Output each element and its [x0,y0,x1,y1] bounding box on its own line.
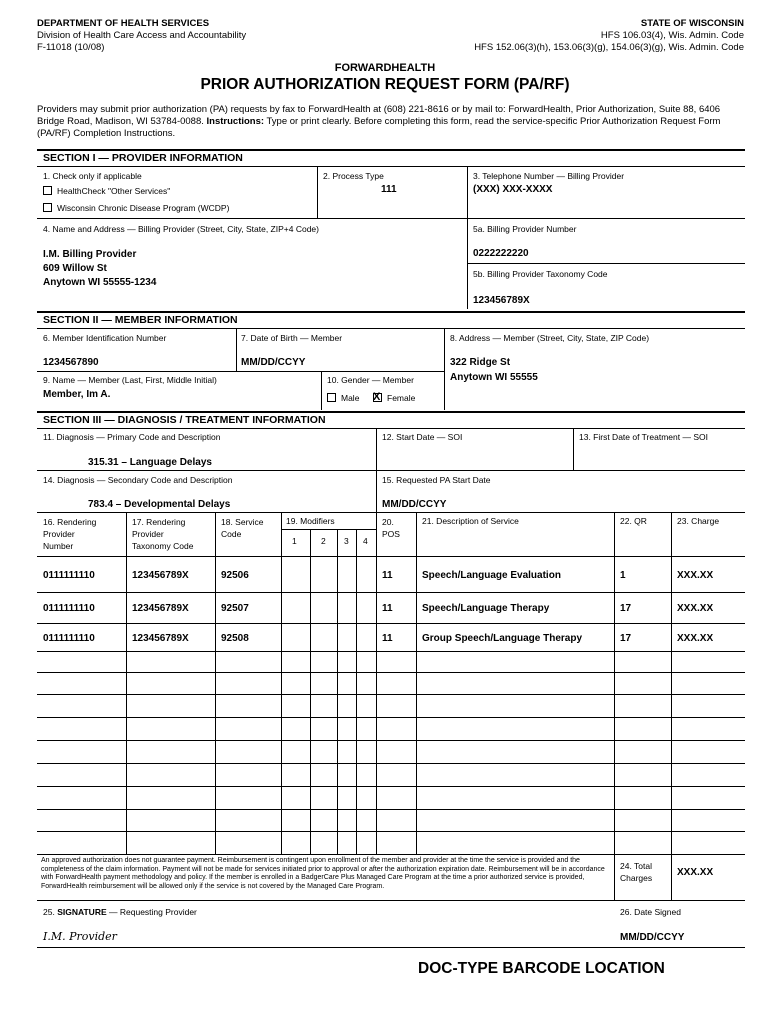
charge-value[interactable]: XXX.XX [677,603,714,614]
program-name: FORWARDHEALTH [334,62,436,74]
col-modifiers-header: 19. Modifiers [286,516,335,526]
total-charges-label [620,860,652,884]
section3-heading: SECTION III — DIAGNOSIS / TREATMENT INFORMATION [43,414,326,426]
date-signed-value[interactable]: MM/DD/CCYY [620,932,685,943]
signature-number: 25. [43,907,55,917]
service-code[interactable]: 92506 [221,570,249,581]
col-description-header: 21. Description of Service [422,516,519,526]
primary-diagnosis-value[interactable]: 315.31 – Language Delays [88,457,212,468]
modifier-2-label: 2 [321,536,326,546]
modifier-3-label: 3 [344,536,349,546]
service-description[interactable]: Speech/Language Therapy [422,603,550,614]
female-checkbox[interactable] [373,393,382,402]
instructions-label: Instructions: [206,116,265,127]
secondary-diagnosis-value[interactable]: 783.4 – Developmental Delays [88,499,231,510]
rendering-provider-number[interactable]: 0111111110 [43,570,95,581]
service-description[interactable]: Speech/Language Evaluation [422,570,561,581]
requested-start-label: 15. Requested PA Start Date [382,475,491,485]
process-type-value[interactable]: 111 [381,184,397,195]
qr-value[interactable]: 1 [620,570,626,581]
total-charges-value[interactable]: XXX.XX [677,867,714,878]
col17-line3: Taxonomy Code [132,541,194,551]
member-address-line1[interactable]: 322 Ridge St [450,357,511,368]
female-label: Female [387,393,416,403]
qr-value[interactable]: 17 [620,633,632,644]
col-qr-header: 22. QR [620,516,647,526]
rendering-provider-number[interactable]: 0111111110 [43,603,95,614]
intro-text [37,104,745,140]
member-name-label: 9. Name — Member (Last, First, Middle Initial) [43,375,217,385]
qr-value[interactable]: 17 [620,603,632,614]
billing-number-label: 5a. Billing Provider Number [473,224,577,234]
service-row-1[interactable] [37,570,745,584]
primary-diagnosis-label: 11. Diagnosis — Primary Code and Description [43,432,221,442]
col16-line1: 16. Rendering [43,517,97,527]
provider-signature[interactable]: I.M. Provider [43,930,117,943]
healthcheck-label: HealthCheck "Other Services" [57,186,171,196]
healthcheck-option[interactable] [43,186,170,196]
col17-line2: Provider [132,529,164,539]
member-address-label: 8. Address — Member (Street, City, State, ZIP Code) [450,333,650,343]
phone-label: 3. Telephone Number — Billing Provider [473,171,625,181]
taxonomy-label: 5b. Billing Provider Taxonomy Code [473,269,608,279]
intro-main: Providers may submit prior authorization (PA) requests by fax to ForwardHealth at (608) 221-8616 or by mail to: ForwardHealth, Prior Authorization, Suite 88, 6406 Bridge Road, Madison, WI 53784-0088. [37,104,721,127]
instructions-text: Type or print clearly. Before completing this form, read the service-specific Prior Authorization Request Form (PA/RF) Completion Instructions. [37,116,721,139]
form-id: F-11018 (10/08) [37,42,105,53]
col-charge-header: 23. Charge [677,516,720,526]
col-taxonomy-header [132,516,193,552]
dob-label: 7. Date of Birth — Member [241,333,343,343]
process-type-label: 2. Process Type [323,171,384,181]
male-checkbox[interactable] [327,393,336,402]
male-label: Male [341,393,360,403]
healthcheck-checkbox[interactable] [43,186,52,195]
charge-value[interactable]: XXX.XX [677,570,714,581]
charge-value[interactable]: XXX.XX [677,633,714,644]
service-description[interactable]: Group Speech/Language Therapy [422,633,583,644]
requested-start-value[interactable]: MM/DD/CCYY [382,499,447,510]
modifier-4-label: 4 [363,536,368,546]
billing-address-line1[interactable]: I.M. Billing Provider [43,249,137,260]
wcdp-option[interactable] [43,203,229,213]
taxonomy-value[interactable]: 123456789X [473,295,530,306]
modifier-1-label: 1 [292,536,297,546]
total-label-line2: Charges [620,873,653,883]
rendering-taxonomy-code[interactable]: 123456789X [132,603,189,614]
signature-rest: — Requesting Provider [109,907,197,917]
pos-code[interactable]: 11 [382,603,393,614]
billing-address-line3[interactable]: Anytown WI 55555-1234 [43,277,157,288]
admin-code-2: HFS 152.06(3)(h), 153.06(3)(g), 154.06(3)(g), Wis. Admin. Code [474,42,744,53]
billing-address-label: 4. Name and Address — Billing Provider (Street, City, State, ZIP+4 Code) [43,224,319,234]
payment-disclaimer: An approved authorization does not guarantee payment. Reimbursement is contingent upon enrollment of the member and provider at the time the service is provided and the completeness of the claim information. Payment will not be made for services initiated prior to approval or after the authorization expiration date. Reimbursement will be in accordance with ForwardHealth payment methodology and policy. If the member is enrolled in a BadgerCare Plus Managed Care Program at the time a prior authorized service is provided, ForwardHealth reimbursement will be allowed only if the service is not covered by the Managed Care Program. [41,857,605,890]
col-pos-header [382,516,400,540]
gender-label: 10. Gender — Member [327,375,414,385]
signature-label [43,907,197,917]
wcdp-label: Wisconsin Chronic Disease Program (WCDP) [57,203,230,213]
col16-line2: Provider [43,529,75,539]
phone-value[interactable]: (XXX) XXX-XXXX [473,184,553,195]
member-name-value[interactable]: Member, Im A. [43,389,111,400]
member-id-label: 6. Member Identification Number [43,333,167,343]
service-code[interactable]: 92508 [221,633,249,644]
form-title: PRIOR AUTHORIZATION REQUEST FORM (PA/RF) [200,76,570,93]
col18-line2: Code [221,529,242,539]
division-name: Division of Health Care Access and Accountability [37,30,247,41]
secondary-diagnosis-label: 14. Diagnosis — Secondary Code and Description [43,475,233,485]
pos-code[interactable]: 11 [382,570,393,581]
col20-line2: POS [382,529,400,539]
section2-heading: SECTION II — MEMBER INFORMATION [43,314,238,326]
admin-code-1: HFS 106.03(4), Wis. Admin. Code [600,30,744,41]
section1-heading: SECTION I — PROVIDER INFORMATION [43,152,243,164]
col20-line1: 20. [382,517,394,527]
col-service-code-header [221,516,264,540]
col18-line1: 18. Service [221,517,264,527]
col-rendering-provider-header [43,516,96,552]
service-row-2[interactable] [37,603,745,617]
date-signed-label: 26. Date Signed [620,907,681,917]
state-name: STATE OF WISCONSIN [640,18,744,29]
gender-female-option[interactable] [373,393,415,403]
barcode-location: DOC-TYPE BARCODE LOCATION [418,960,665,977]
billing-address-line2[interactable]: 609 Willow St [43,263,107,274]
dob-value[interactable]: MM/DD/CCYY [241,357,306,368]
service-row-3[interactable] [37,633,745,647]
rendering-taxonomy-code[interactable]: 123456789X [132,633,189,644]
service-code[interactable]: 92507 [221,603,249,614]
first-treatment-label: 13. First Date of Treatment — SOI [579,432,708,442]
wcdp-checkbox[interactable] [43,203,52,212]
check-applicable-label: 1. Check only if applicable [43,171,142,181]
member-id-value[interactable]: 1234567890 [43,357,99,368]
start-date-label: 12. Start Date — SOI [382,432,463,442]
signature-word: SIGNATURE [57,907,107,917]
rendering-provider-number[interactable]: 0111111110 [43,633,95,644]
billing-number-value[interactable]: 0222222220 [473,248,529,259]
total-label-line1: 24. Total [620,861,652,871]
rendering-taxonomy-code[interactable]: 123456789X [132,570,189,581]
member-address-line2[interactable]: Anytown WI 55555 [450,372,538,383]
col17-line1: 17. Rendering [132,517,186,527]
pos-code[interactable]: 11 [382,633,393,644]
department-name: DEPARTMENT OF HEALTH SERVICES [37,18,210,29]
col16-line3: Number [43,541,74,551]
gender-male-option[interactable] [327,393,359,403]
